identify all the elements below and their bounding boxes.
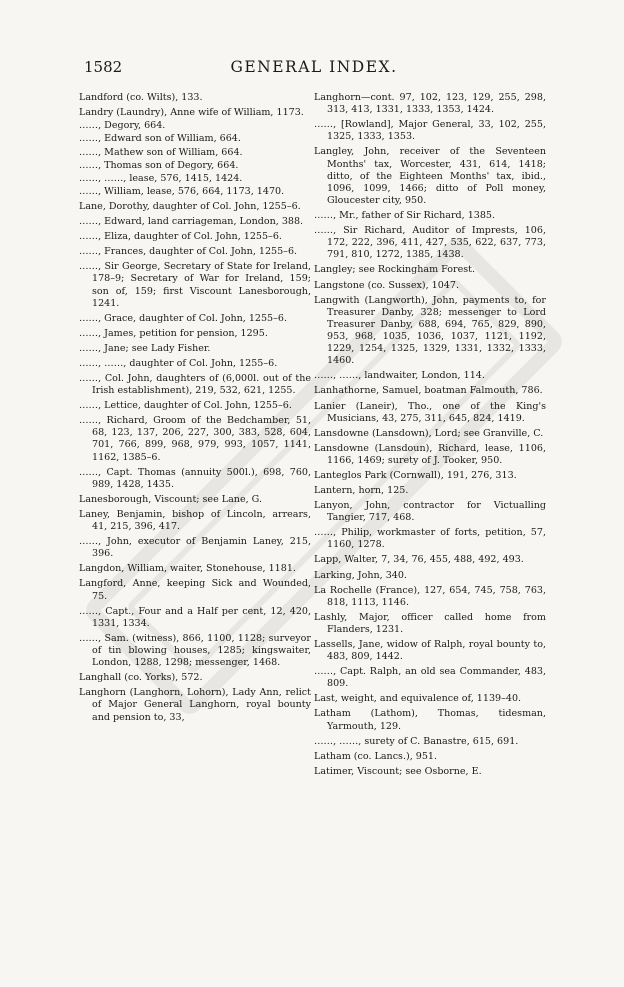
index-entry: ……, ……, landwaiter, London, 114. <box>314 370 485 382</box>
index-entry: Laney, Benjamin, bishop of Lincoln, arrears, 41, 215, 396, 417. <box>79 508 311 533</box>
index-entry: ……, Sir Richard, Auditor of Imprests, 106, 172, 222, 396, 411, 427, 535, 622, 637, 773, 791, 810, 1272, 1385, 1438. <box>314 225 546 261</box>
index-entry: ……, Capt., Four and a Half per cent, 12, 420, 1331, 1334. <box>79 605 311 629</box>
index-entry: Langstone (co. Sussex), 1047. <box>314 279 459 291</box>
index-entry: ……, Capt. Ralph, an old sea Commander, 483, 809. <box>314 666 546 690</box>
index-entry: Lanhathorne, Samuel, boatman Falmouth, 786. <box>314 385 543 397</box>
index-entry: ……, Eliza, daughter of Col. John, 1255–6. <box>79 231 282 243</box>
index-entry: ……, Jane; see Lady Fisher. <box>79 342 211 354</box>
index-entry: ……, Col. John, daughters of (6,000l. out of the Irish establishment), 219, 532, 621, 1255. <box>79 372 311 397</box>
index-entry: La Rochelle (France), 127, 654, 745, 758, 763, 818, 1113, 1146. <box>314 584 546 608</box>
index-entry: ……, Mr., father of Sir Richard, 1385. <box>314 210 496 222</box>
index-entry: ……, Mathew son of William, 664. <box>79 146 243 158</box>
index-entry: Latham (co. Lancs.), 951. <box>314 750 438 762</box>
index-entry: Lanesborough, Viscount; see Lane, G. <box>79 493 262 505</box>
index-entry: Lanteglos Park (Cornwall), 191, 276, 313. <box>314 469 517 481</box>
running-title: GENERAL INDEX. <box>230 58 398 76</box>
index-entry: ……, John, executor of Benjamin Laney, 215, 396. <box>79 536 311 560</box>
index-entry: Langford, Anne, keeping Sick and Wounded, 75. <box>79 578 311 602</box>
index-column-left <box>79 92 311 727</box>
index-entry: ……, William, lease, 576, 664, 1173, 1470. <box>79 185 285 197</box>
index-entry: ……, Edward son of William, 664. <box>79 133 241 145</box>
index-entry: Langhorn—cont. 97, 102, 123, 129, 255, 298, 313, 413, 1331, 1333, 1353, 1424. <box>314 92 546 116</box>
index-entry: ……, James, petition for pension, 1295. <box>79 327 268 339</box>
index-entry: Lassells, Jane, widow of Ralph, royal bounty to, 483, 809, 1442. <box>314 638 546 663</box>
index-entry: ……, Sam. (witness), 866, 1100, 1128; surveyor of tin blowing houses, 1285; kingswaiter, London, 1288, 1298; messenger, 1468. <box>79 632 311 669</box>
index-entry: Latham (Lathom), Thomas, tidesman, Yarmouth, 129. <box>314 708 546 732</box>
index-entry: ……, Degory, 664. <box>79 120 166 132</box>
page-number: 1582 <box>84 58 123 76</box>
index-entry: ……, ……, lease, 576, 1415, 1424. <box>79 172 243 184</box>
index-entry: Lanyon, John, contractor for Victualling Tangier, 717, 468. <box>314 500 546 524</box>
index-entry: Lanier (Laneir), Tho., one of the King's Musicians, 43, 275, 311, 645, 824, 1419. <box>314 400 546 424</box>
index-entry: Lapp, Walter, 7, 34, 76, 455, 488, 492, 493. <box>314 554 524 566</box>
index-entry: Last, weight, and equivalence of, 1139–40. <box>314 693 522 705</box>
index-entry: Langley; see Rockingham Forest. <box>314 264 476 276</box>
index-entry: ……, Richard, Groom of the Bedchamber, 51, 68, 123, 137, 206, 227, 300, 383, 528, 604, 701, 766, 899, 968, 979, 993, 1057, 1141, 1162, 1385–6. <box>79 415 311 463</box>
index-entry: Landford (co. Wilts), 133. <box>79 92 203 103</box>
page-header <box>84 58 544 80</box>
index-entry: ……, Capt. Thomas (annuity 500l.), 698, 760, 989, 1428, 1435. <box>79 466 311 490</box>
index-entry: Lantern, horn, 125. <box>314 485 409 496</box>
index-column-right <box>314 92 546 781</box>
index-entry: Lane, Dorothy, daughter of Col. John, 1255–6. <box>79 201 301 213</box>
index-entry: ……, Lettice, daughter of Col. John, 1255–6. <box>79 400 292 412</box>
index-entry: Lansdowne (Lansdown), Lord; see Granville, C. <box>314 427 544 439</box>
index-entry: ……, Sir George, Secretary of State for Ireland, 178–9; Secretary of War for Ireland, 159; son of, 159; first Viscount Lanesborough, 1241. <box>79 261 311 309</box>
index-entry: ……, ……, surety of C. Banastre, 615, 691. <box>314 735 519 747</box>
index-entry: ……, Philip, workmaster of forts, petition, 57, 1160, 1278. <box>314 527 546 551</box>
index-entry: Langdon, William, waiter, Stonehouse, 1181. <box>79 563 296 575</box>
index-entry: ……, Frances, daughter of Col. John, 1255–6. <box>79 246 298 258</box>
index-entry: Latimer, Viscount; see Osborne, E. <box>314 765 482 777</box>
index-entry: Langley, John, receiver of the Seventeen Months' tax, Worcester, 431, 614, 1418; ditto, of the Eighteen Months' tax, ibid., 1096, 1099, 1466; ditto of Poll money, Gloucester city, 950. <box>314 146 546 207</box>
index-entry: Langhall (co. Yorks), 572. <box>79 672 203 684</box>
index-entry: Landry (Laundry), Anne wife of William, 1173. <box>79 107 304 119</box>
index-entry: ……, ……, daughter of Col. John, 1255–6. <box>79 357 278 369</box>
index-entry: ……, Edward, land carriageman, London, 388. <box>79 216 304 228</box>
index-entry: ……, Grace, daughter of Col. John, 1255–6. <box>79 312 288 324</box>
index-entry: Langhorn (Langhorn, Lohorn), Lady Ann, relict of Major General Langhorn, royal bounty and pension to, 33, <box>79 687 311 723</box>
index-entry: Lashly, Major, officer called home from Flanders, 1231. <box>314 611 546 635</box>
index-entry: ……, [Rowland], Major General, 33, 102, 255, 1325, 1333, 1353. <box>314 119 546 143</box>
index-entry: Larking, John, 340. <box>314 569 407 581</box>
index-entry: ……, Thomas son of Degory, 664. <box>79 159 239 171</box>
index-entry: Langwith (Langworth), John, payments to, for Treasurer Danby, 328; messenger to Lord Treasurer Danby, 688, 694, 765, 829, 890, 953, 968, 1035, 1036, 1037, 1121, 1192, 1229, 1254, 1325, 1329, 1331, 1332, 1333, 1460. <box>314 294 546 367</box>
index-entry: Lansdowne (Lansdoun), Richard, lease, 1106, 1166, 1469; surety of J. Tooker, 950. <box>314 442 546 466</box>
